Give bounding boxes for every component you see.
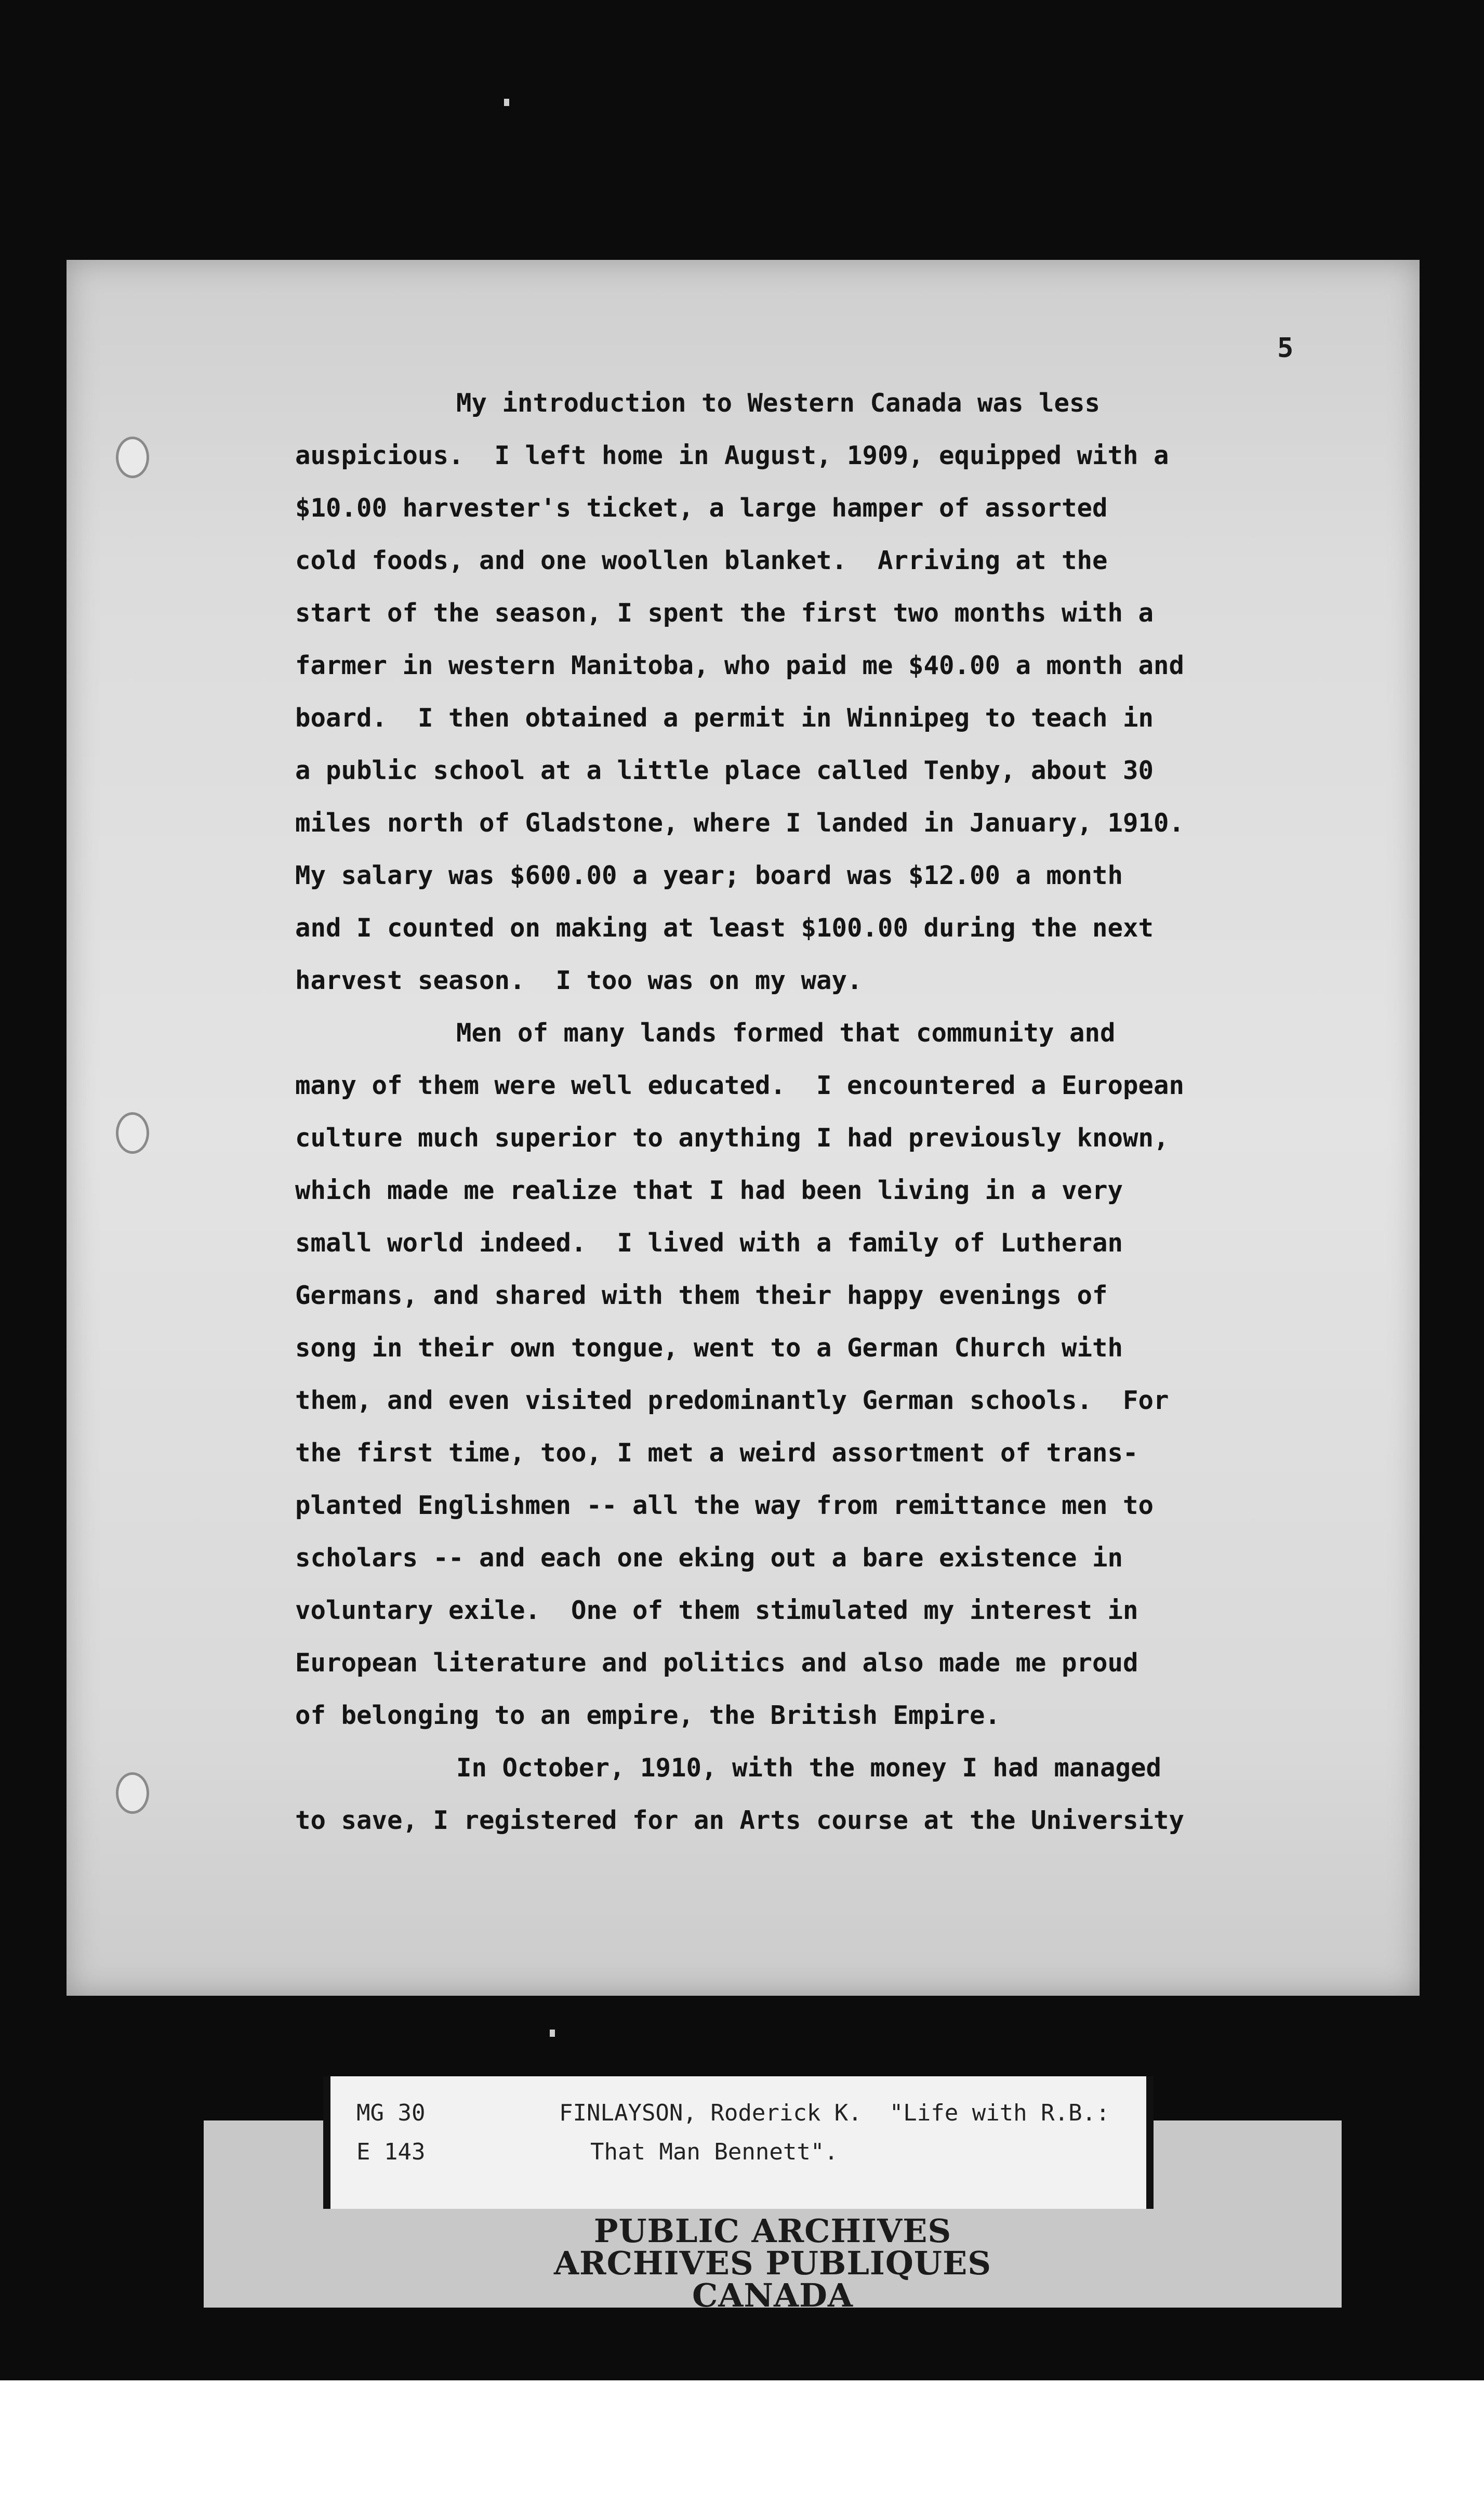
punch-hole-middle	[116, 1112, 149, 1154]
archive-stamp-line2: ARCHIVES PUBLIQUES	[553, 2244, 992, 2282]
text-line: culture much superior to anything I had previously known,	[295, 1123, 1169, 1153]
punch-hole-bottom	[116, 1772, 149, 1814]
text-line: My introduction to Western Canada was less	[456, 388, 1101, 418]
text-line: start of the season, I spent the first two months with a	[295, 598, 1154, 628]
text-line: My salary was $600.00 a year; board was $12.00 a month	[295, 861, 1123, 890]
text-line: scholars -- and each one eking out a bare existence in	[295, 1543, 1123, 1573]
text-line: which made me realize that I had been living in a very	[295, 1176, 1123, 1205]
text-line: a public school at a little place called Tenby, about 30	[295, 756, 1154, 785]
text-line: and I counted on making at least $100.00 during the next	[295, 913, 1154, 943]
text-line: the first time, too, I met a weird assortment of trans-	[295, 1438, 1138, 1468]
archive-stamp-line1: PUBLIC ARCHIVES	[593, 2212, 952, 2250]
archive-label-card	[204, 2100, 1342, 2314]
film-speck	[550, 2030, 555, 2037]
typewritten-page	[67, 260, 1420, 1996]
text-line: $10.00 harvester's ticket, a large hamper of assorted	[295, 493, 1108, 523]
text-line: auspicious. I left home in August, 1909, equipped with a	[295, 441, 1169, 470]
text-line: small world indeed. I lived with a family of Lutheran	[295, 1228, 1123, 1258]
reference-number-line2: E 143	[356, 2139, 426, 2165]
text-line: voluntary exile. One of them stimulated my interest in	[295, 1596, 1138, 1625]
film-speck	[504, 99, 509, 106]
text-line: planted Englishmen -- all the way from remittance men to	[295, 1491, 1154, 1520]
text-line: of belonging to an empire, the British Empire.	[295, 1701, 1001, 1730]
text-line: Germans, and shared with them their happy evenings of	[295, 1281, 1108, 1310]
page-number: 5	[1277, 333, 1294, 364]
text-line: song in their own tongue, went to a German Church with	[295, 1333, 1123, 1363]
text-line: board. I then obtained a permit in Winnipeg to teach in	[295, 703, 1154, 733]
reference-strip	[323, 2076, 1154, 2209]
archive-stamp-line3: CANADA	[692, 2276, 854, 2314]
text-line: Men of many lands formed that community and	[456, 1018, 1116, 1048]
text-line: to save, I registered for an Arts course at the University	[295, 1806, 1185, 1835]
text-line: In October, 1910, with the money I had managed	[456, 1753, 1162, 1783]
citation-line1: FINLAYSON, Roderick K. "Life with R.B.:	[559, 2100, 1110, 2126]
body-text	[295, 377, 1324, 1847]
text-line: many of them were well educated. I encountered a European	[295, 1071, 1185, 1100]
reference-number-line1: MG 30	[356, 2100, 426, 2126]
text-line: miles north of Gladstone, where I landed in January, 1910.	[295, 808, 1185, 838]
punch-hole-top	[116, 437, 149, 478]
citation-line2: That Man Bennett".	[590, 2139, 838, 2165]
text-line: harvest season. I too was on my way.	[295, 966, 863, 995]
text-line: farmer in western Manitoba, who paid me $40.00 a month and	[295, 651, 1185, 680]
text-line: them, and even visited predominantly German schools. For	[295, 1386, 1169, 1415]
text-line: cold foods, and one woollen blanket. Arriving at the	[295, 546, 1108, 575]
text-line: European literature and politics and also made me proud	[295, 1648, 1138, 1678]
